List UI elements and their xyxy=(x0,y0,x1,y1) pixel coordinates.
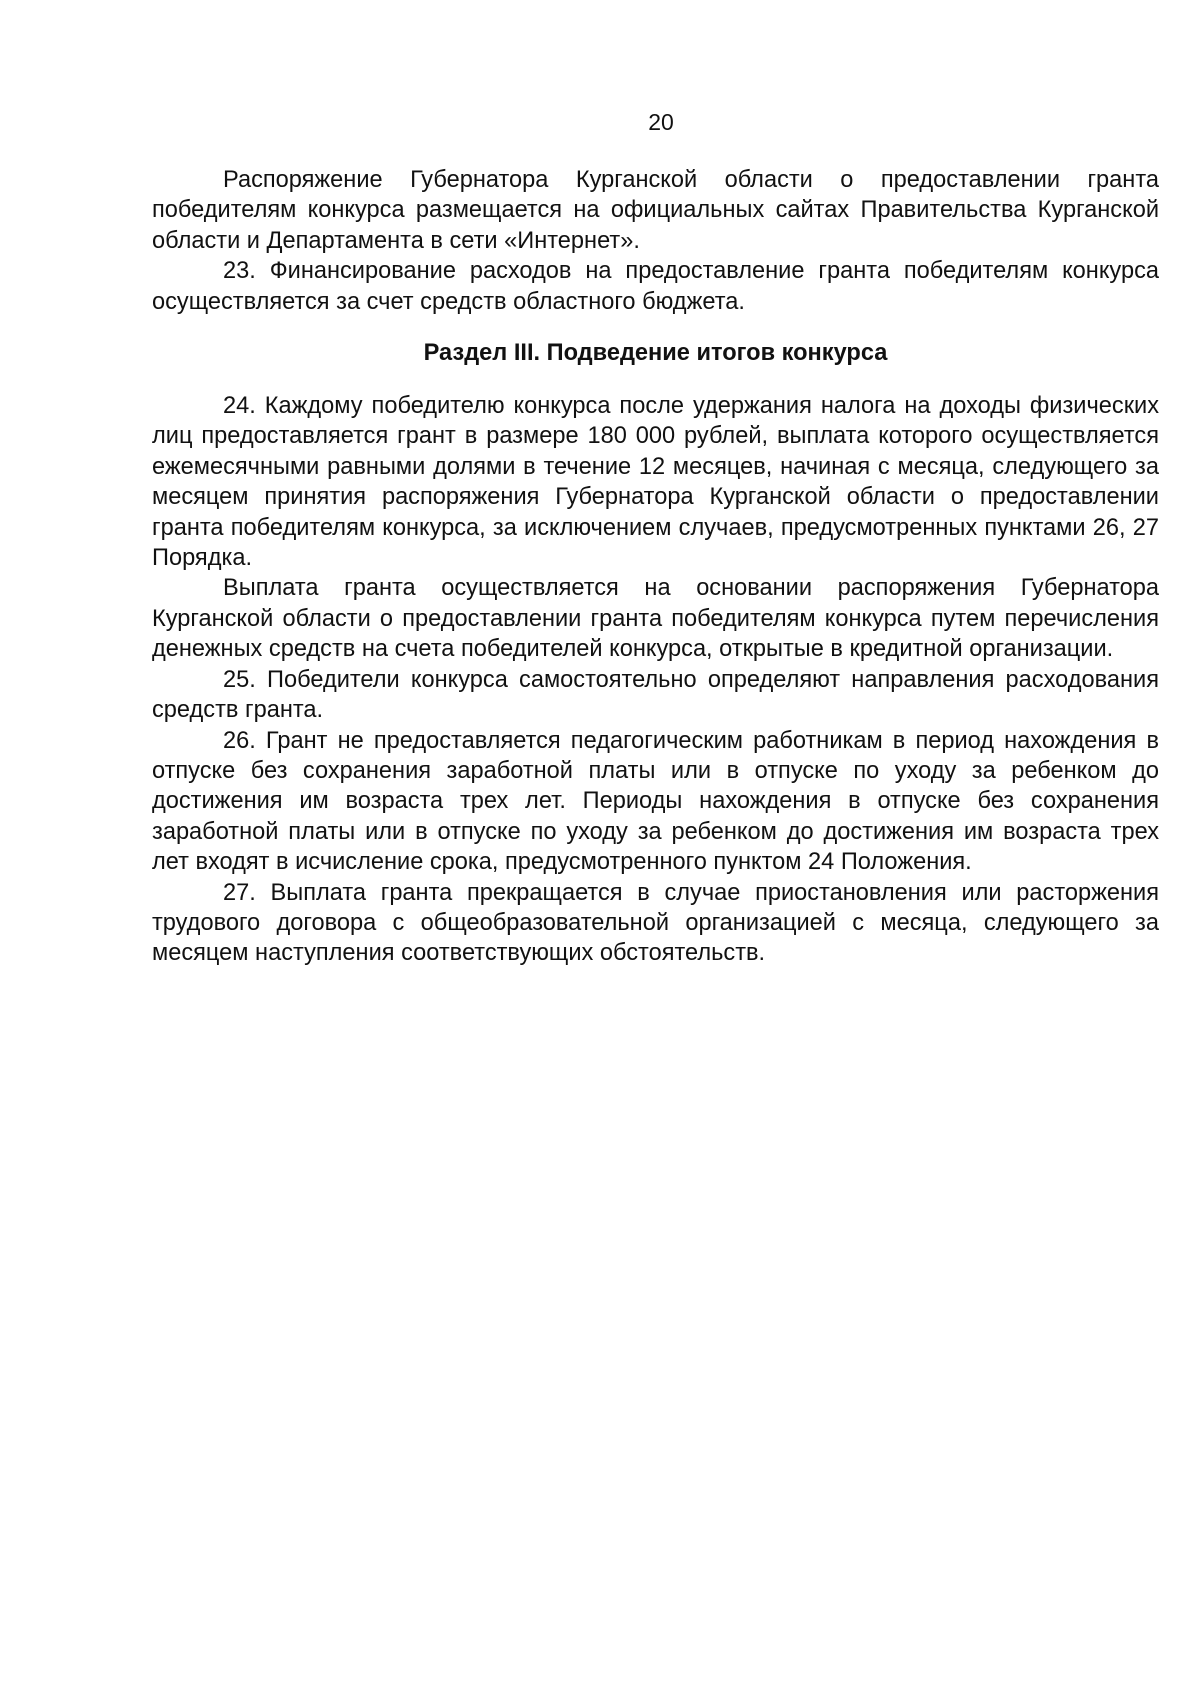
paragraph-publication-notice: Распоряжение Губернатора Курганской области о предоставлении гранта победителям конкурса размещается на официальных сайтах Правительства Курганской области и Департамента в сети «Интернет». xyxy=(152,167,1159,254)
page-number: 20 xyxy=(648,109,674,135)
paragraph-item-23: 23. Финансирование расходов на предоставление гранта победителям конкурса осуществляется за счет средств областного бюджета. xyxy=(152,258,1159,315)
section-heading: Раздел III. Подведение итогов конкурса xyxy=(423,340,888,367)
paragraph-item-25: 25. Победители конкурса самостоятельно определяют направления расходования средств гранта. xyxy=(152,666,1159,724)
document-body xyxy=(152,165,1159,969)
paragraph-item-27: 27. Выплата гранта прекращается в случае приостановления или расторжения трудового договора с общеобразовательной организацией с месяца, следующего за месяцем наступления соответствующих обстоятельств. xyxy=(152,879,1159,967)
paragraph-item-26: 26. Грант не предоставляется педагогическим работникам в период нахождения в отпуске без сохранения заработной платы или в отпуске по уходу за ребенком до достижения им возраста трех лет. Периоды нахождения в отпуске без сохранения заработной платы или в отпуске по уходу за ребенком до достижения им возраста трех лет входят в исчисление срока, предусмотренного пунктом 24 Положения. xyxy=(152,727,1159,876)
paragraph-item-24: 24. Каждому победителю конкурса после удержания налога на доходы физических лиц предоставляется грант в размере 180 000 рублей, выплата которого осуществляется ежемесячными равными долями в течение 12 месяцев, начиная с месяца, следующего за месяцем принятия распоряжения Губернатора Курганской области о предоставлении гранта победителям конкурса, за исключением случаев, предусмотренных пунктами 26, 27 Порядка. xyxy=(152,393,1159,572)
paragraph-grant-payment: Выплата гранта осуществляется на основании распоряжения Губернатора Курганской области о предоставлении гранта победителям конкурса путем перечисления денежных средств на счета победителей конкурса, открытые в кредитной организации. xyxy=(152,575,1159,663)
